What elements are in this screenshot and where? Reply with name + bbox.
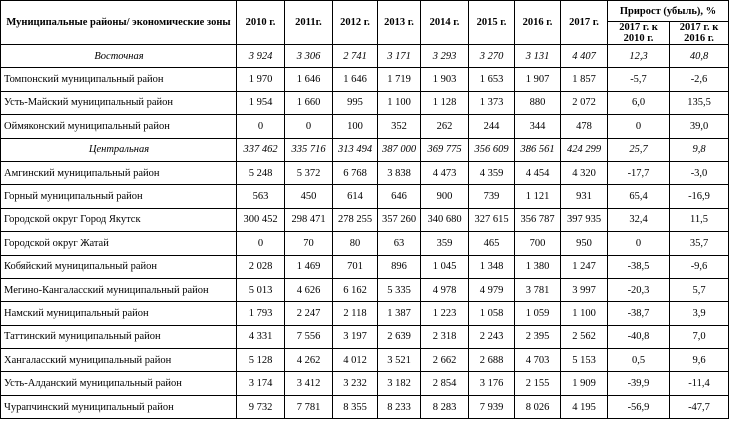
row-value: 0: [608, 115, 670, 138]
row-value: 344: [515, 115, 561, 138]
header-year: 2013 г.: [378, 1, 421, 45]
row-value: 278 255: [333, 208, 378, 231]
row-value: 5 013: [237, 278, 285, 301]
row-value: 1 954: [237, 91, 285, 114]
row-value: 397 935: [561, 208, 608, 231]
row-value: -20,3: [608, 278, 670, 301]
row-value: -38,5: [608, 255, 670, 278]
row-value: 4 978: [421, 278, 469, 301]
header-region: [1, 1, 237, 45]
row-name: Намский муниципальный район: [1, 302, 237, 325]
row-value: 1 857: [561, 68, 608, 91]
row-value: 2 318: [421, 325, 469, 348]
row-value: 2 028: [237, 255, 285, 278]
table-body: [1, 45, 729, 419]
row-value: 8 355: [333, 395, 378, 418]
row-value: 3 197: [333, 325, 378, 348]
row-value: 3 176: [469, 372, 515, 395]
row-value: 359: [421, 232, 469, 255]
table-row: [1, 278, 729, 301]
row-value: 646: [378, 185, 421, 208]
row-value: 3 924: [237, 45, 285, 68]
row-name: Томпонский муниципальный район: [1, 68, 237, 91]
row-value: 1 223: [421, 302, 469, 325]
row-name: Чурапчинский муниципальный район: [1, 395, 237, 418]
row-name: Амгинский муниципальный район: [1, 161, 237, 184]
header-year: 2015 г.: [469, 1, 515, 45]
row-value: 100: [333, 115, 378, 138]
row-value: 3 131: [515, 45, 561, 68]
row-value: 369 775: [421, 138, 469, 161]
row-value: -17,7: [608, 161, 670, 184]
row-value: 0: [608, 232, 670, 255]
row-value: 2 247: [285, 302, 333, 325]
row-value: 4 703: [515, 349, 561, 372]
row-value: -47,7: [670, 395, 729, 418]
row-name: Хангаласский муниципальный район: [1, 349, 237, 372]
row-value: 0,5: [608, 349, 670, 372]
row-name: Восточная: [1, 45, 237, 68]
row-value: 4 012: [333, 349, 378, 372]
row-value: 896: [378, 255, 421, 278]
row-name: Усть-Майский муниципальный район: [1, 91, 237, 114]
row-value: 1 045: [421, 255, 469, 278]
row-value: 4 359: [469, 161, 515, 184]
row-value: 3 293: [421, 45, 469, 68]
row-value: 3 997: [561, 278, 608, 301]
row-value: 3,9: [670, 302, 729, 325]
row-value: 1 380: [515, 255, 561, 278]
row-value: 2 562: [561, 325, 608, 348]
row-value: 1 247: [561, 255, 608, 278]
row-value: 701: [333, 255, 378, 278]
row-value: 9,6: [670, 349, 729, 372]
row-value: 4 262: [285, 349, 333, 372]
table-row: [1, 372, 729, 395]
row-value: 4 195: [561, 395, 608, 418]
row-value: 900: [421, 185, 469, 208]
row-value: 6 768: [333, 161, 378, 184]
row-value: 80: [333, 232, 378, 255]
row-value: 950: [561, 232, 608, 255]
row-value: 6,0: [608, 91, 670, 114]
row-value: 7 556: [285, 325, 333, 348]
zone-row: [1, 45, 729, 68]
row-value: 0: [285, 115, 333, 138]
table-row: [1, 91, 729, 114]
row-value: 262: [421, 115, 469, 138]
row-value: -2,6: [670, 68, 729, 91]
row-value: 1 373: [469, 91, 515, 114]
table-row: [1, 255, 729, 278]
row-value: 5 153: [561, 349, 608, 372]
row-value: 3 306: [285, 45, 333, 68]
row-value: 356 787: [515, 208, 561, 231]
row-value: -56,9: [608, 395, 670, 418]
row-value: 40,8: [670, 45, 729, 68]
row-value: 1 100: [378, 91, 421, 114]
row-value: 478: [561, 115, 608, 138]
row-value: 7 781: [285, 395, 333, 418]
row-value: 614: [333, 185, 378, 208]
row-value: -38,7: [608, 302, 670, 325]
row-value: 298 471: [285, 208, 333, 231]
row-value: 7,0: [670, 325, 729, 348]
row-value: 0: [237, 232, 285, 255]
row-value: 1 909: [561, 372, 608, 395]
row-value: 9,8: [670, 138, 729, 161]
row-value: 6 162: [333, 278, 378, 301]
row-value: 4 331: [237, 325, 285, 348]
row-value: 2 688: [469, 349, 515, 372]
row-value: 357 260: [378, 208, 421, 231]
zone-row: [1, 138, 729, 161]
header-growth: Прирост (убыль), %: [608, 1, 729, 22]
row-value: 739: [469, 185, 515, 208]
header-year: 2016 г.: [515, 1, 561, 45]
row-value: 4 473: [421, 161, 469, 184]
row-value: 931: [561, 185, 608, 208]
row-value: 32,4: [608, 208, 670, 231]
row-value: 327 615: [469, 208, 515, 231]
row-value: 2 854: [421, 372, 469, 395]
table-row: [1, 68, 729, 91]
table-row: [1, 208, 729, 231]
row-value: 335 716: [285, 138, 333, 161]
row-value: 4 407: [561, 45, 608, 68]
row-value: 424 299: [561, 138, 608, 161]
row-value: 135,5: [670, 91, 729, 114]
row-value: 2 155: [515, 372, 561, 395]
row-value: 244: [469, 115, 515, 138]
row-name: Центральная: [1, 138, 237, 161]
row-value: 450: [285, 185, 333, 208]
header-year: 2010 г.: [237, 1, 285, 45]
row-value: 700: [515, 232, 561, 255]
row-value: 1 100: [561, 302, 608, 325]
row-name: Городской округ Город Якутск: [1, 208, 237, 231]
row-value: 11,5: [670, 208, 729, 231]
row-value: 39,0: [670, 115, 729, 138]
row-value: 4 454: [515, 161, 561, 184]
row-value: 0: [237, 115, 285, 138]
row-name: Оймяконский муниципальный район: [1, 115, 237, 138]
row-value: 63: [378, 232, 421, 255]
row-value: 1 059: [515, 302, 561, 325]
table-row: [1, 161, 729, 184]
row-value: 1 121: [515, 185, 561, 208]
row-value: 2 072: [561, 91, 608, 114]
header-year: 2017 г.: [561, 1, 608, 45]
row-value: 1 469: [285, 255, 333, 278]
row-value: 1 719: [378, 68, 421, 91]
row-name: Кобяйский муниципальный район: [1, 255, 237, 278]
row-value: 1 903: [421, 68, 469, 91]
row-value: 70: [285, 232, 333, 255]
row-value: 995: [333, 91, 378, 114]
row-value: 352: [378, 115, 421, 138]
row-value: 1 793: [237, 302, 285, 325]
row-value: 8 283: [421, 395, 469, 418]
table-row: [1, 185, 729, 208]
row-value: 2 741: [333, 45, 378, 68]
row-value: 880: [515, 91, 561, 114]
row-value: 3 412: [285, 372, 333, 395]
row-value: -11,4: [670, 372, 729, 395]
row-value: 5 248: [237, 161, 285, 184]
row-name: Городской округ Жатай: [1, 232, 237, 255]
row-value: 2 118: [333, 302, 378, 325]
row-value: 3 781: [515, 278, 561, 301]
row-value: 1 660: [285, 91, 333, 114]
row-value: 386 561: [515, 138, 561, 161]
row-value: -39,9: [608, 372, 670, 395]
row-value: -3,0: [670, 161, 729, 184]
row-value: 3 232: [333, 372, 378, 395]
row-value: 3 182: [378, 372, 421, 395]
row-value: 5,7: [670, 278, 729, 301]
row-value: 3 270: [469, 45, 515, 68]
row-value: 5 372: [285, 161, 333, 184]
header-growth-col: 2017 г. к 2016 г.: [670, 22, 729, 45]
row-value: 387 000: [378, 138, 421, 161]
row-value: 65,4: [608, 185, 670, 208]
row-value: 35,7: [670, 232, 729, 255]
row-value: 1 646: [333, 68, 378, 91]
row-value: 3 521: [378, 349, 421, 372]
row-value: 8 026: [515, 395, 561, 418]
header-growth-col: 2017 г. к 2010 г.: [608, 22, 670, 45]
row-value: 2 639: [378, 325, 421, 348]
row-value: -16,9: [670, 185, 729, 208]
table-row: [1, 302, 729, 325]
header-year: 2011г.: [285, 1, 333, 45]
row-value: 300 452: [237, 208, 285, 231]
row-value: -40,8: [608, 325, 670, 348]
header-region-label: Муниципальные районы/ экономические зоны: [6, 17, 231, 28]
row-value: 3 838: [378, 161, 421, 184]
row-name: Усть-Алданский муниципальный район: [1, 372, 237, 395]
row-value: 356 609: [469, 138, 515, 161]
row-value: -5,7: [608, 68, 670, 91]
row-value: -9,6: [670, 255, 729, 278]
row-value: 2 662: [421, 349, 469, 372]
row-value: 1 128: [421, 91, 469, 114]
row-value: 4 320: [561, 161, 608, 184]
row-name: Горный муниципальный район: [1, 185, 237, 208]
row-value: 1 646: [285, 68, 333, 91]
row-value: 1 348: [469, 255, 515, 278]
row-value: 3 174: [237, 372, 285, 395]
row-value: 12,3: [608, 45, 670, 68]
row-value: 1 058: [469, 302, 515, 325]
row-value: 1 970: [237, 68, 285, 91]
table-row: [1, 232, 729, 255]
row-value: 5 335: [378, 278, 421, 301]
row-value: 9 732: [237, 395, 285, 418]
row-value: 1 387: [378, 302, 421, 325]
row-value: 4 979: [469, 278, 515, 301]
row-name: Таттинский муниципальный район: [1, 325, 237, 348]
row-value: 8 233: [378, 395, 421, 418]
row-value: 563: [237, 185, 285, 208]
row-value: 25,7: [608, 138, 670, 161]
row-value: 337 462: [237, 138, 285, 161]
row-value: 340 680: [421, 208, 469, 231]
row-value: 2 243: [469, 325, 515, 348]
header-year: 2012 г.: [333, 1, 378, 45]
row-value: 465: [469, 232, 515, 255]
table-row: [1, 395, 729, 418]
row-value: 7 939: [469, 395, 515, 418]
row-value: 1 653: [469, 68, 515, 91]
row-name: Мегино-Кангаласский муниципальный район: [1, 278, 237, 301]
row-value: 4 626: [285, 278, 333, 301]
row-value: 1 907: [515, 68, 561, 91]
table-row: [1, 115, 729, 138]
table-row: [1, 349, 729, 372]
row-value: 5 128: [237, 349, 285, 372]
header-year: 2014 г.: [421, 1, 469, 45]
row-value: 3 171: [378, 45, 421, 68]
row-value: 313 494: [333, 138, 378, 161]
table-row: [1, 325, 729, 348]
row-value: 2 395: [515, 325, 561, 348]
